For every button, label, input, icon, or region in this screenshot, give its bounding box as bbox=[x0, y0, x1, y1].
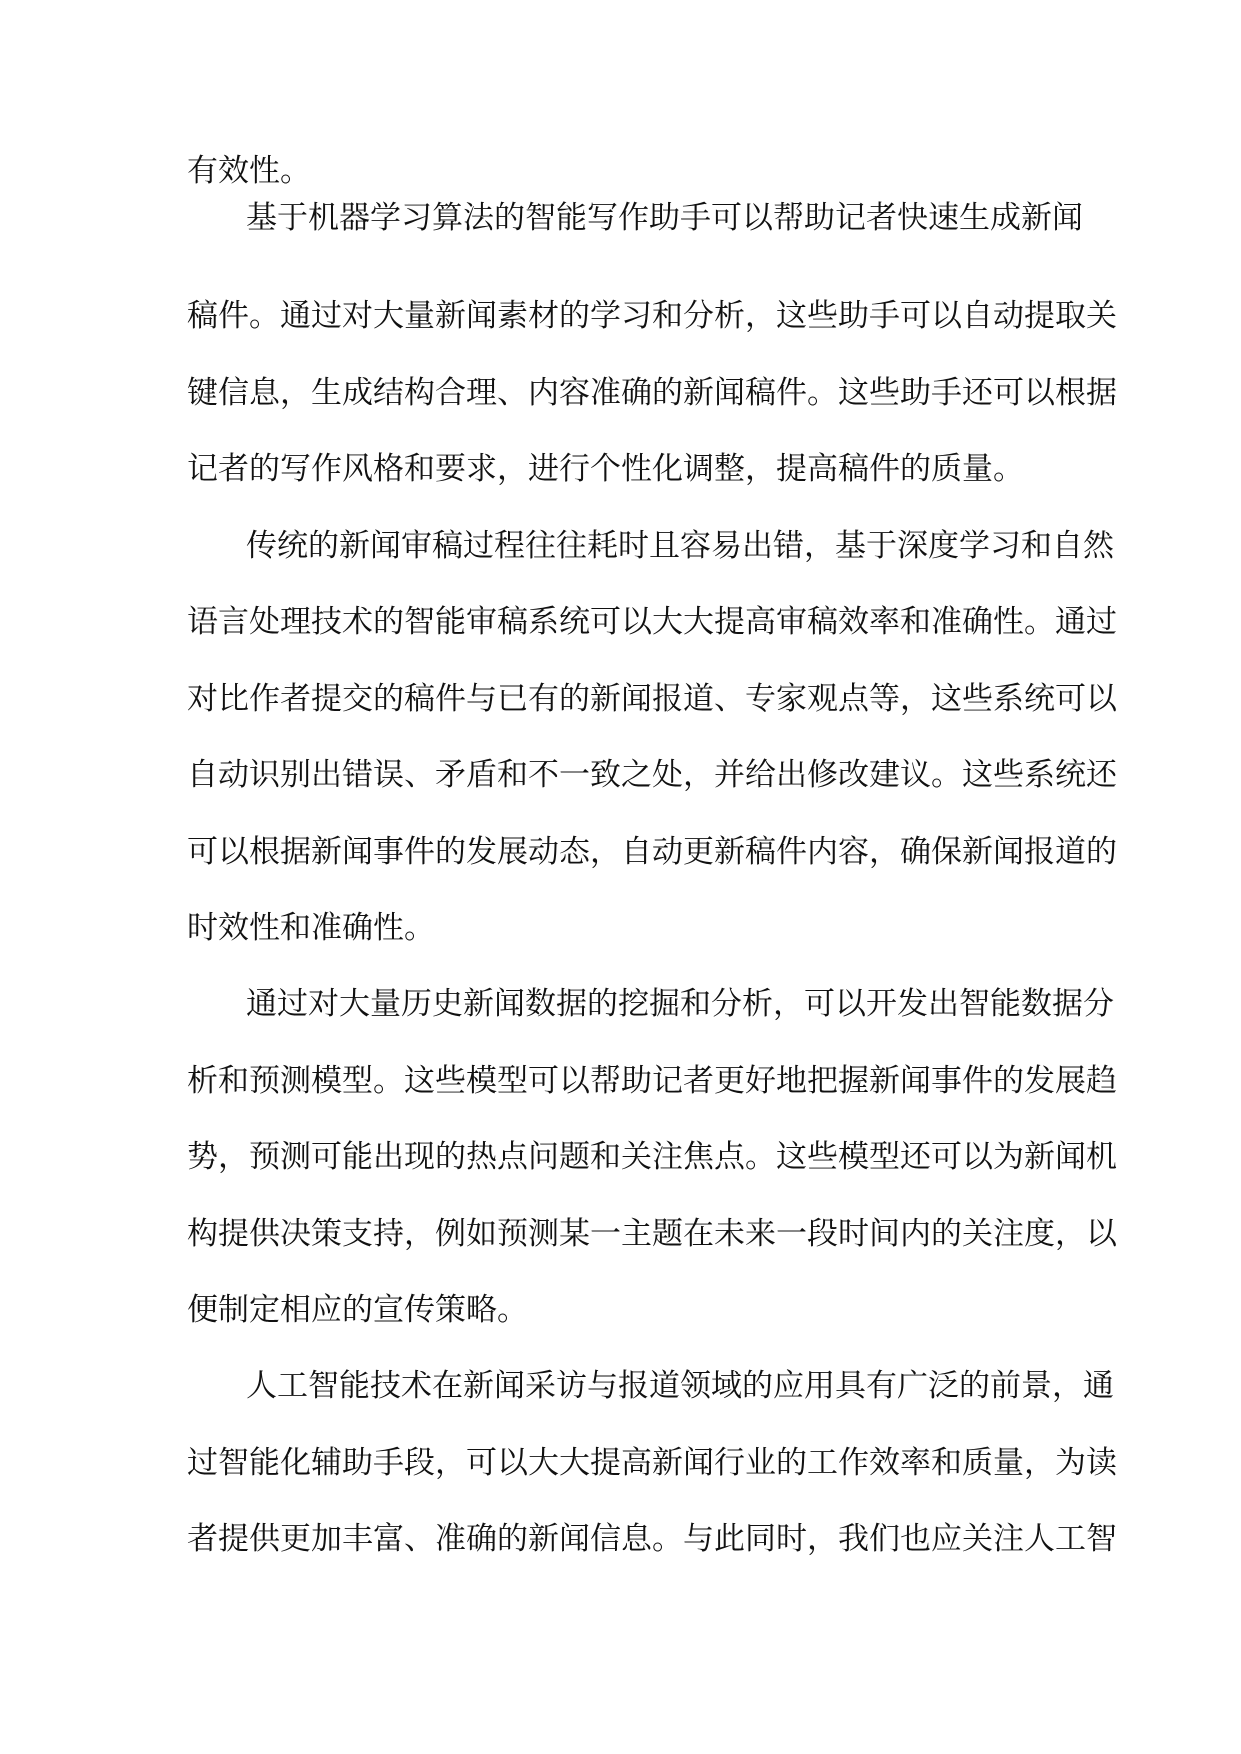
text-line: 基于机器学习算法的智能写作助手可以帮助记者快速生成新闻 bbox=[246, 200, 1083, 236]
text-line: 构提供决策支持，例如预测某一主题在未来一段时间内的关注度，以 bbox=[187, 1216, 1117, 1252]
text-line: 势，预测可能出现的热点问题和关注焦点。这些模型还可以为新闻机 bbox=[187, 1139, 1117, 1175]
text-line: 有效性。 bbox=[187, 153, 311, 189]
text-line: 对比作者提交的稿件与已有的新闻报道、专家观点等，这些系统可以 bbox=[187, 681, 1117, 717]
text-line: 语言处理技术的智能审稿系统可以大大提高审稿效率和准确性。通过 bbox=[187, 604, 1117, 640]
text-line: 键信息，生成结构合理、内容准确的新闻稿件。这些助手还可以根据 bbox=[187, 375, 1117, 411]
text-line: 人工智能技术在新闻采访与报道领域的应用具有广泛的前景，通 bbox=[246, 1368, 1114, 1404]
text-line: 过智能化辅助手段，可以大大提高新闻行业的工作效率和质量，为读 bbox=[187, 1445, 1117, 1481]
text-line: 记者的写作风格和要求，进行个性化调整，提高稿件的质量。 bbox=[187, 451, 1024, 487]
text-line: 通过对大量历史新闻数据的挖掘和分析，可以开发出智能数据分 bbox=[246, 986, 1114, 1022]
text-line: 传统的新闻审稿过程往往耗时且容易出错，基于深度学习和自然 bbox=[246, 528, 1114, 564]
text-line: 便制定相应的宣传策略。 bbox=[187, 1292, 528, 1328]
text-line: 可以根据新闻事件的发展动态，自动更新稿件内容，确保新闻报道的 bbox=[187, 834, 1117, 870]
text-line: 自动识别出错误、矛盾和不一致之处，并给出修改建议。这些系统还 bbox=[187, 757, 1117, 793]
text-line: 者提供更加丰富、准确的新闻信息。与此同时，我们也应关注人工智 bbox=[187, 1521, 1117, 1557]
text-line: 时效性和准确性。 bbox=[187, 910, 435, 946]
text-line: 稿件。通过对大量新闻素材的学习和分析，这些助手可以自动提取关 bbox=[187, 298, 1117, 334]
text-line: 析和预测模型。这些模型可以帮助记者更好地把握新闻事件的发展趋 bbox=[187, 1063, 1117, 1099]
